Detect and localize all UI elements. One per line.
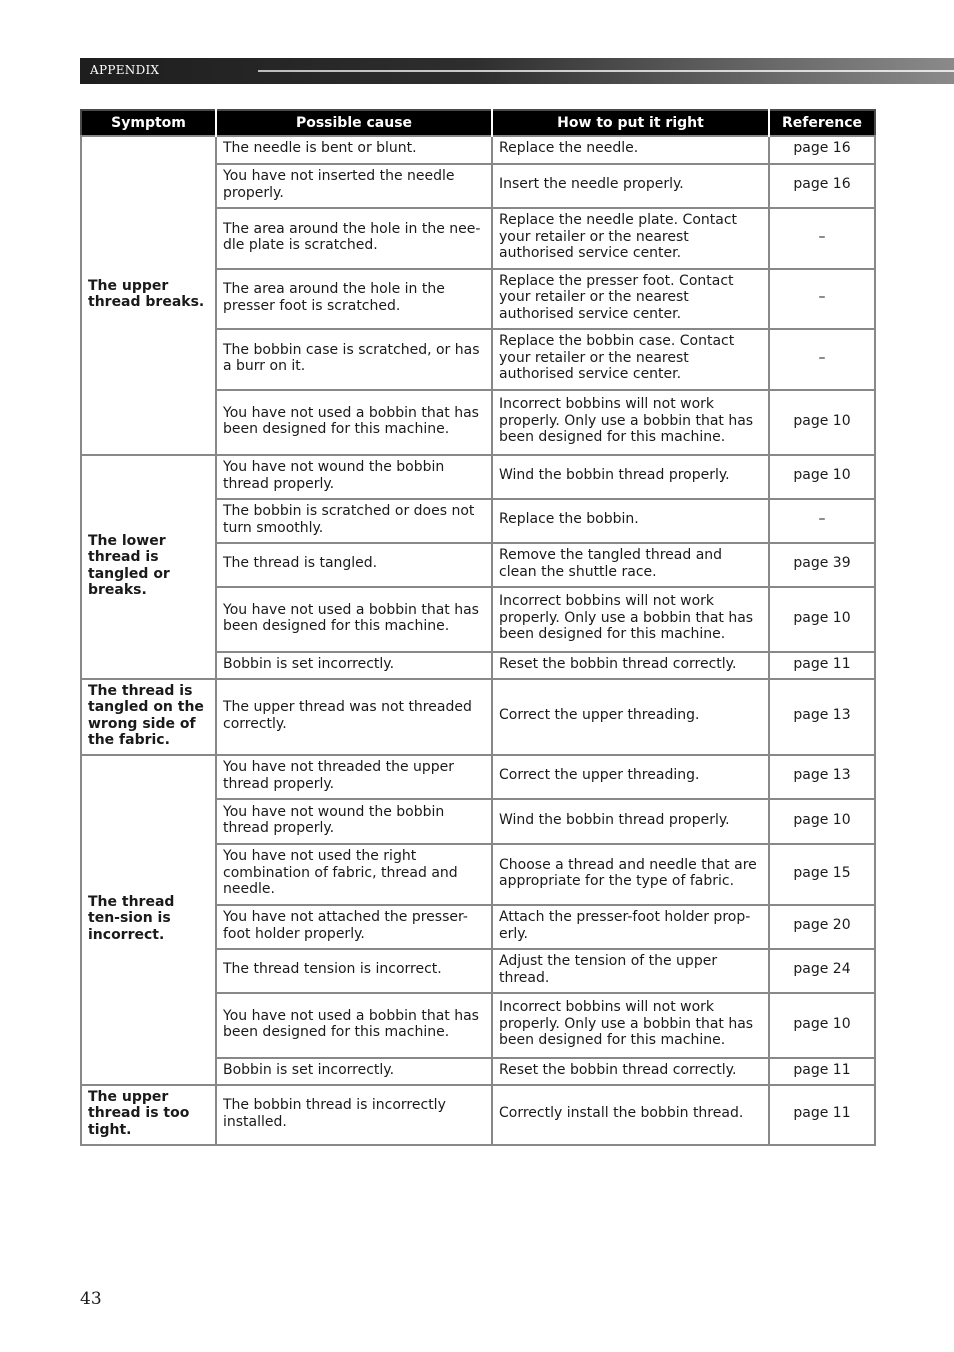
- page-number: 43: [80, 1289, 102, 1309]
- remedy-cell: Reset the bobbin thread correctly.: [492, 1058, 769, 1085]
- remedy-cell: Replace the needle.: [492, 136, 769, 164]
- reference-cell: –: [769, 269, 875, 329]
- reference-cell: –: [769, 208, 875, 269]
- reference-cell: page 16: [769, 136, 875, 164]
- reference-cell: page 11: [769, 652, 875, 679]
- column-header-cause: Possible cause: [216, 110, 492, 136]
- reference-cell: page 15: [769, 844, 875, 905]
- remedy-cell: Correct the upper threading.: [492, 679, 769, 755]
- remedy-cell: Replace the presser foot. Contact your retailer or the nearest authorised service center.: [492, 269, 769, 329]
- reference-cell: page 10: [769, 799, 875, 844]
- remedy-cell: Incorrect bobbins will not work properly. Only use a bobbin that has been designed for this machine.: [492, 993, 769, 1058]
- cause-cell: The area around the hole in the nee-dle plate is scratched.: [216, 208, 492, 269]
- reference-cell: page 11: [769, 1085, 875, 1145]
- reference-cell: page 10: [769, 455, 875, 499]
- cause-cell: Bobbin is set incorrectly.: [216, 1058, 492, 1085]
- reference-cell: page 10: [769, 390, 875, 455]
- cause-cell: The needle is bent or blunt.: [216, 136, 492, 164]
- remedy-cell: Insert the needle properly.: [492, 164, 769, 208]
- remedy-cell: Correct the upper threading.: [492, 755, 769, 799]
- remedy-cell: Adjust the tension of the upper thread.: [492, 949, 769, 993]
- reference-cell: page 10: [769, 587, 875, 652]
- reference-cell: page 11: [769, 1058, 875, 1085]
- remedy-cell: Replace the bobbin case. Contact your retailer or the nearest authorised service center.: [492, 329, 769, 390]
- troubleshooting-table: [80, 109, 876, 1146]
- reference-cell: page 13: [769, 679, 875, 755]
- symptom-cell: The lower thread is tangled or breaks.: [81, 455, 216, 679]
- remedy-cell: Choose a thread and needle that are appropriate for the type of fabric.: [492, 844, 769, 905]
- cause-cell: The thread tension is incorrect.: [216, 949, 492, 993]
- remedy-cell: Correctly install the bobbin thread.: [492, 1085, 769, 1145]
- reference-cell: –: [769, 499, 875, 543]
- remedy-cell: Wind the bobbin thread properly.: [492, 799, 769, 844]
- cause-cell: The bobbin is scratched or does not turn smoothly.: [216, 499, 492, 543]
- reference-cell: page 10: [769, 993, 875, 1058]
- cause-cell: You have not wound the bobbin thread properly.: [216, 455, 492, 499]
- cause-cell: You have not used a bobbin that has been designed for this machine.: [216, 587, 492, 652]
- column-header-symptom: Symptom: [81, 110, 216, 136]
- cause-cell: The upper thread was not threaded correctly.: [216, 679, 492, 755]
- cause-cell: The thread is tangled.: [216, 543, 492, 587]
- table-row: [81, 1085, 875, 1145]
- reference-cell: page 16: [769, 164, 875, 208]
- cause-cell: Bobbin is set incorrectly.: [216, 652, 492, 679]
- remedy-cell: Remove the tangled thread and clean the shuttle race.: [492, 543, 769, 587]
- column-header-remedy: How to put it right: [492, 110, 769, 136]
- header-rule: [258, 70, 954, 72]
- header-bar: [80, 58, 954, 84]
- remedy-cell: Reset the bobbin thread correctly.: [492, 652, 769, 679]
- reference-cell: –: [769, 329, 875, 390]
- remedy-cell: Incorrect bobbins will not work properly. Only use a bobbin that has been designed for this machine.: [492, 587, 769, 652]
- reference-cell: page 20: [769, 905, 875, 949]
- cause-cell: You have not wound the bobbin thread properly.: [216, 799, 492, 844]
- reference-cell: page 24: [769, 949, 875, 993]
- remedy-cell: Wind the bobbin thread properly.: [492, 455, 769, 499]
- table-row: [81, 679, 875, 755]
- remedy-cell: Attach the presser-foot holder prop-erly.: [492, 905, 769, 949]
- cause-cell: You have not used a bobbin that has been designed for this machine.: [216, 390, 492, 455]
- column-header-reference: Reference: [769, 110, 875, 136]
- remedy-cell: Replace the needle plate. Contact your retailer or the nearest authorised service center.: [492, 208, 769, 269]
- reference-cell: page 13: [769, 755, 875, 799]
- cause-cell: You have not used the right combination of fabric, thread and needle.: [216, 844, 492, 905]
- reference-cell: page 39: [769, 543, 875, 587]
- cause-cell: You have not threaded the upper thread properly.: [216, 755, 492, 799]
- cause-cell: The bobbin thread is incorrectly installed.: [216, 1085, 492, 1145]
- symptom-cell: The upper thread breaks.: [81, 136, 216, 455]
- table-row: [81, 455, 875, 499]
- symptom-cell: The upper thread is too tight.: [81, 1085, 216, 1145]
- cause-cell: You have not used a bobbin that has been designed for this machine.: [216, 993, 492, 1058]
- remedy-cell: Incorrect bobbins will not work properly. Only use a bobbin that has been designed for this machine.: [492, 390, 769, 455]
- table-header-row: [81, 110, 875, 136]
- section-label: APPENDIX: [90, 63, 160, 77]
- cause-cell: The area around the hole in the presser foot is scratched.: [216, 269, 492, 329]
- table-row: [81, 136, 875, 164]
- remedy-cell: Replace the bobbin.: [492, 499, 769, 543]
- cause-cell: The bobbin case is scratched, or has a burr on it.: [216, 329, 492, 390]
- cause-cell: You have not inserted the needle properly.: [216, 164, 492, 208]
- symptom-cell: The thread ten-sion is incorrect.: [81, 755, 216, 1085]
- symptom-cell: The thread is tangled on the wrong side of the fabric.: [81, 679, 216, 755]
- table-row: [81, 755, 875, 799]
- cause-cell: You have not attached the presser-foot holder properly.: [216, 905, 492, 949]
